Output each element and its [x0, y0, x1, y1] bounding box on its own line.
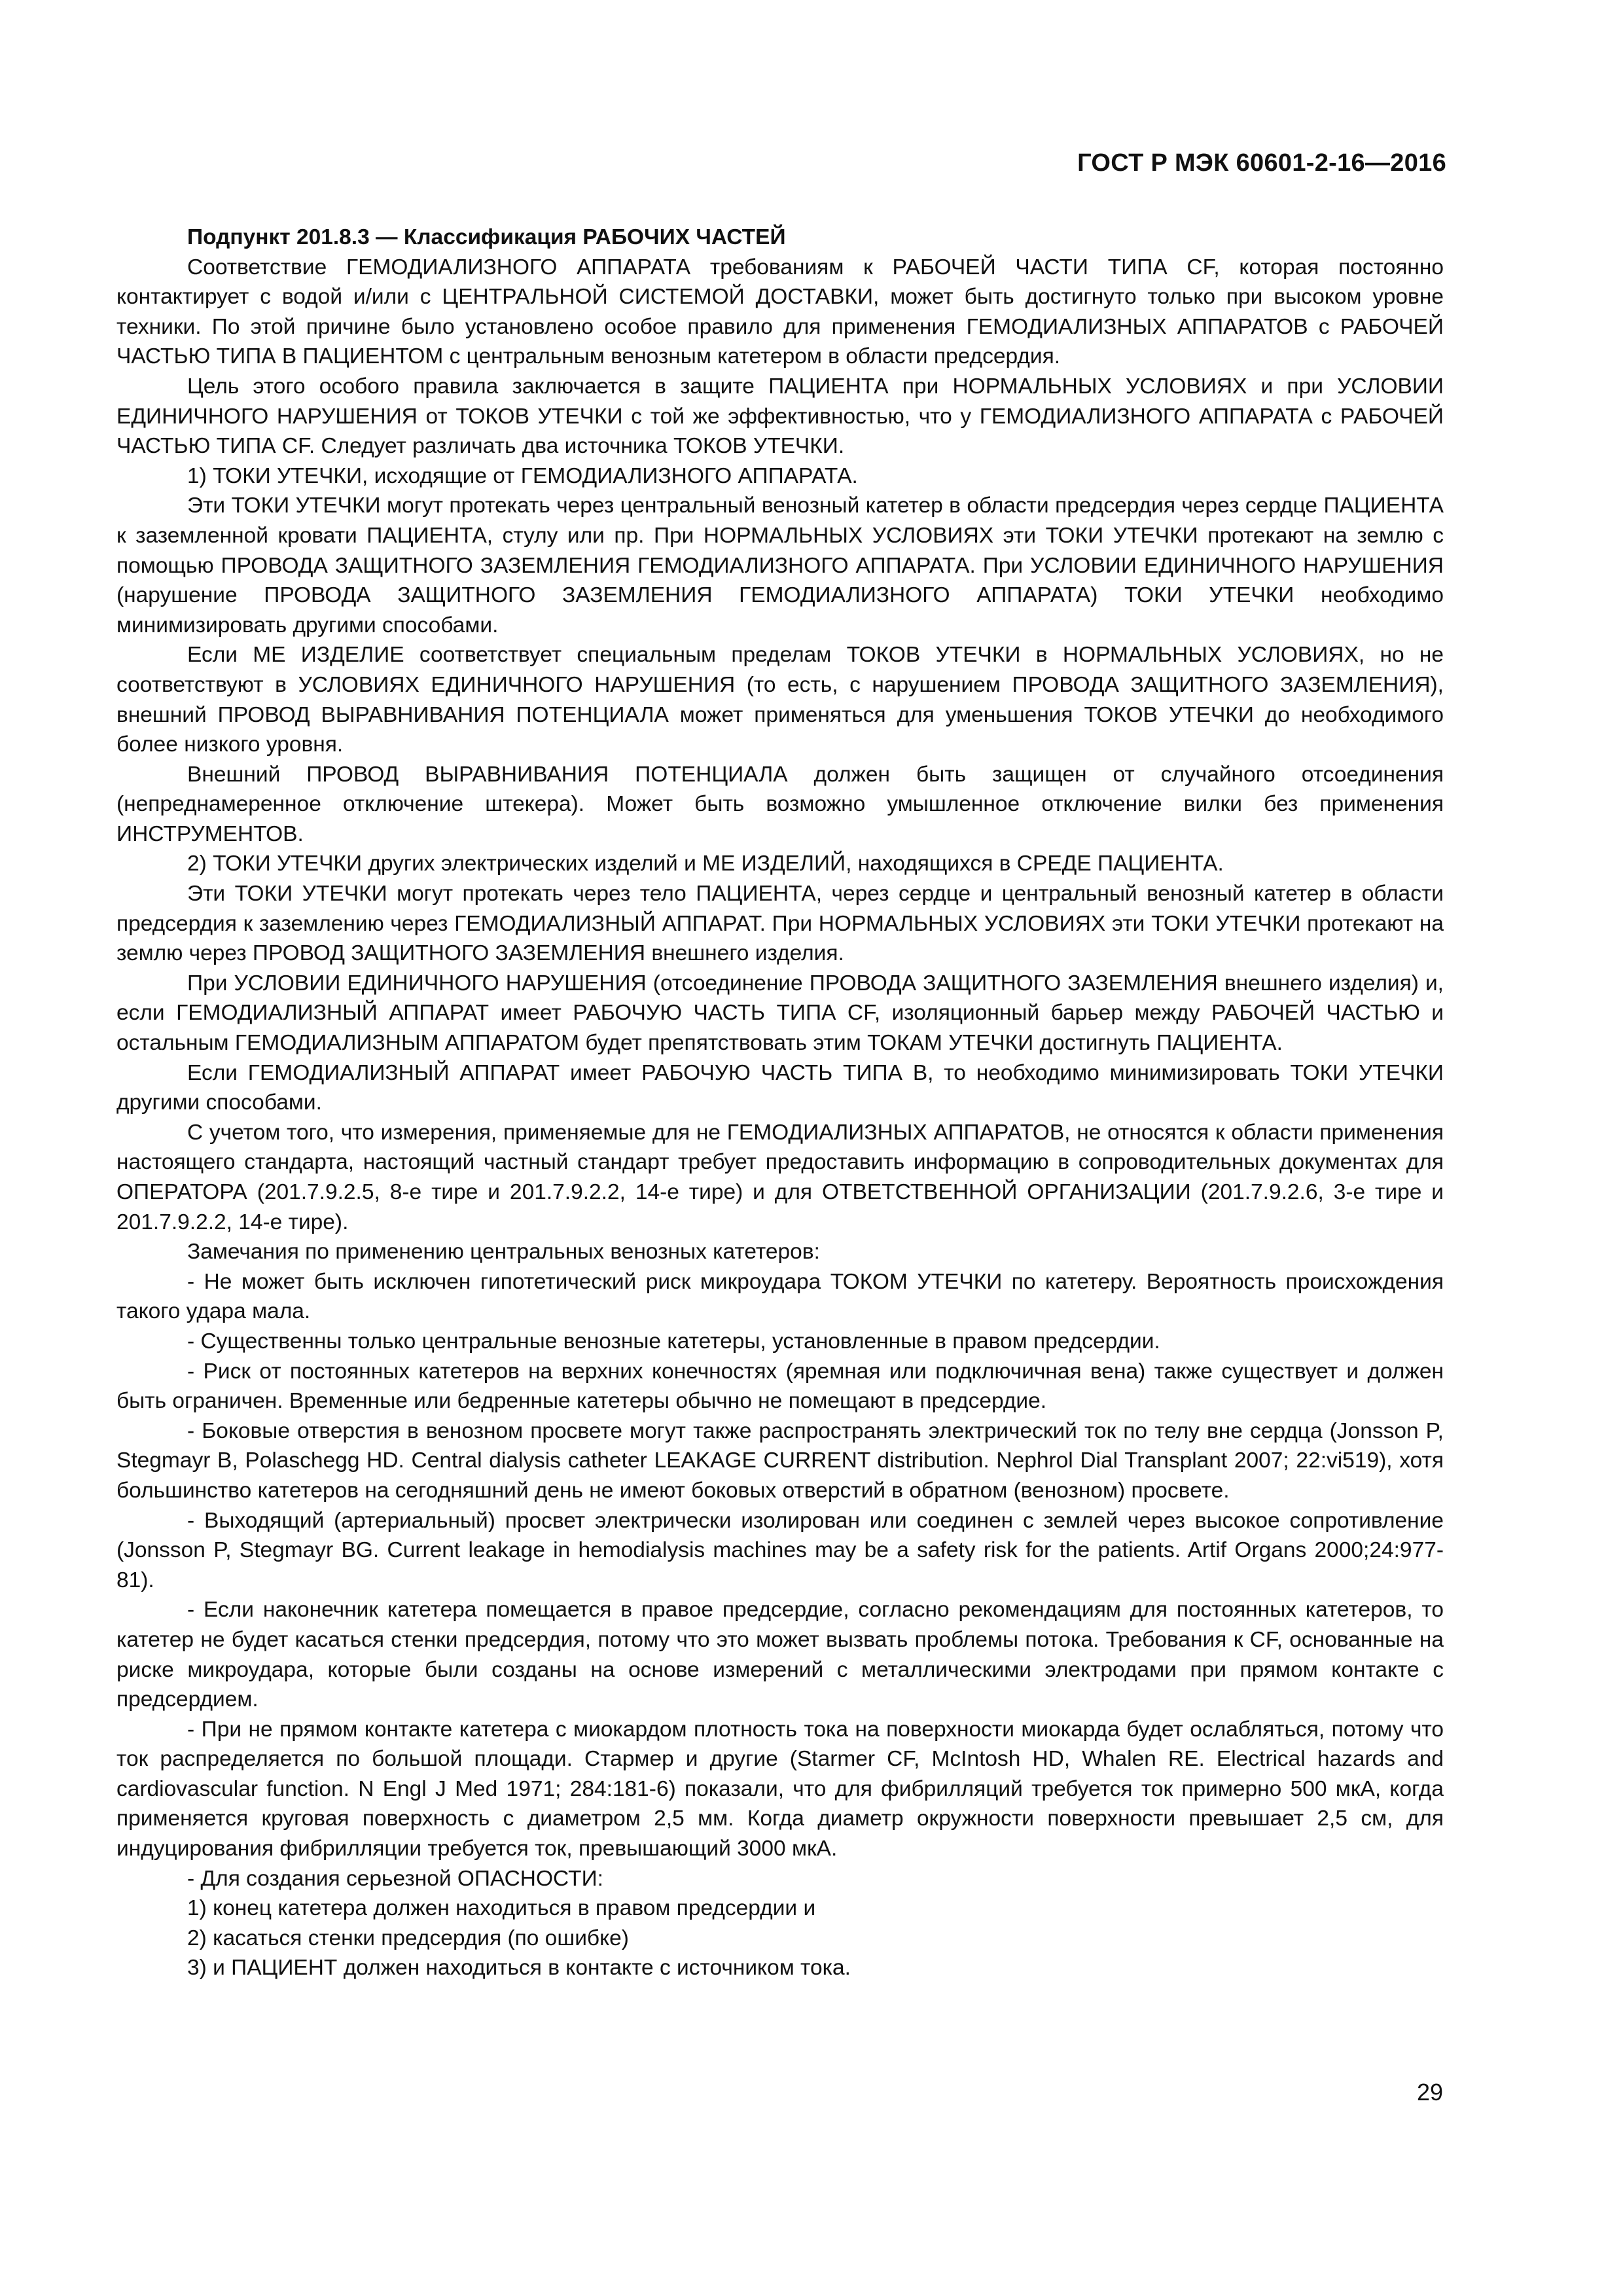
- paragraph: - Существенны только центральные венозные катетеры, установленные в правом предсердии.: [187, 1329, 1160, 1354]
- paragraph: 1) ТОКИ УТЕЧКИ, исходящие от ГЕМОДИАЛИЗНОГО АППАРАТА.: [187, 463, 858, 488]
- paragraph: Цель этого особого правила заключается в защите ПАЦИЕНТА при НОРМАЛЬНЫХ УСЛОВИЯХ и при УСЛОВИИ ЕДИНИЧНОГО НАРУШЕНИЯ от ТОКОВ УТЕЧКИ с той же эффективностью, что у ГЕМОДИАЛИЗНОГО АППАРАТА с РАБОЧЕЙ ЧАСТЬЮ ТИПА CF. Следует различать два источника ТОКОВ УТЕЧКИ.: [116, 374, 1444, 459]
- paragraph: - Для создания серьезной ОПАСНОСТИ:: [187, 1866, 603, 1891]
- paragraph: - Выходящий (артериальный) просвет электрически изолирован или соединен с землей через высокое сопротивление (Jonsson P, Stegmayr BG. Current leakage in hemodialysis machines may be a safety risk for the patients. Artif Organs 2000;24:977-81).: [116, 1508, 1444, 1592]
- paragraph: 1) конец катетера должен находиться в правом предсердии и: [187, 1896, 816, 1921]
- paragraph: - Боковые отверстия в венозном просвете могут также распространять электрический ток по телу вне сердца (Jonsson P, Stegmayr B, Polaschegg HD. Central dialysis catheter LEAKAGE CURRENT distribution. Nephrol Dial Transplant 2007; 22:vi519), хотя большинство катетеров на сегодняшний день не имеют боковых отверстий в обратном (венозном) просвете.: [116, 1418, 1444, 1503]
- paragraph: При УСЛОВИИ ЕДИНИЧНОГО НАРУШЕНИЯ (отсоединение ПРОВОДА ЗАЩИТНОГО ЗАЗЕМЛЕНИЯ внешнего изделия) и, если ГЕМОДИАЛИЗНЫЙ АППАРАТ имеет РАБОЧУЮ ЧАСТЬ ТИПА CF, изоляционный барьер между РАБОЧЕЙ ЧАСТЬЮ и остальным ГЕМОДИАЛИЗНЫМ АППАРАТОМ будет препятствовать этим ТОКАМ УТЕЧКИ достигнуть ПАЦИЕНТА.: [116, 971, 1444, 1056]
- page-number: 29: [1416, 2079, 1443, 2106]
- paragraph: Если МЕ ИЗДЕЛИЕ соответствует специальным пределам ТОКОВ УТЕЧКИ в НОРМАЛЬНЫХ УСЛОВИЯХ, но не соответствуют в УСЛОВИЯХ ЕДИНИЧНОГО НАРУШЕНИЯ (то есть, с нарушением ПРОВОДА ЗАЩИТНОГО ЗАЗЕМЛЕНИЯ), внешний ПРОВОД ВЫРАВНИВАНИЯ ПОТЕНЦИАЛА может применяться для уменьшения ТОКОВ УТЕЧКИ до необходимого более низкого уровня.: [116, 643, 1444, 757]
- paragraph: Эти ТОКИ УТЕЧКИ могут протекать через тело ПАЦИЕНТА, через сердце и центральный венозный катетер в области предсердия к заземлению через ГЕМОДИАЛИЗНЫЙ АППАРАТ. При НОРМАЛЬНЫХ УСЛОВИЯХ эти ТОКИ УТЕЧКИ протекают на землю через ПРОВОД ЗАЩИТНОГО ЗАЗЕМЛЕНИЯ внешнего изделия.: [116, 882, 1444, 966]
- paragraph: 2) ТОКИ УТЕЧКИ других электрических изделий и МЕ ИЗДЕЛИЙ, находящихся в СРЕДЕ ПАЦИЕНТА.: [187, 852, 1224, 876]
- paragraph: С учетом того, что измерения, применяемые для не ГЕМОДИАЛИЗНЫХ АППАРАТОВ, не относятся к области применения настоящего стандарта, настоящий частный стандарт требует предоставить информацию в сопроводительных документах для ОПЕРАТОРА (201.7.9.2.5, 8-е тире и 201.7.9.2.2, 14-е тире) и для ОТВЕТСТВЕННОЙ ОРГАНИЗАЦИИ (201.7.9.2.6, 3-е тире и 201.7.9.2.2, 14-е тире).: [116, 1120, 1444, 1234]
- paragraph: - Не может быть исключен гипотетический риск микроудара ТОКОМ УТЕЧКИ по катетеру. Вероятность происхождения такого удара мала.: [116, 1269, 1444, 1324]
- paragraph: - Если наконечник катетера помещается в правое предсердие, согласно рекомендациям для постоянных катетеров, то катетер не будет касаться стенки предсердия, потому что это может вызвать проблемы потока. Требования к CF, основанные на риске микроудара, которые были созданы на основе измерений с металлическими электродами при прямом контакте с предсердием.: [116, 1598, 1444, 1712]
- standard-header: ГОСТ Р МЭК 60601-2-16—2016: [1077, 149, 1446, 177]
- paragraph: - При не прямом контакте катетера с миокардом плотность тока на поверхности миокарда будет ослабляться, потому что ток распределяется по большой площади. Стармер и другие (Starmer CF, McIntosh HD, Whalen RE. Electrical hazards and cardiovascular function. N Engl J Med 1971; 284:181-6) показали, что для фибрилляций требуется ток примерно 500 мкА, когда применяется круговая поверхность с диаметром 2,5 мм. Когда диаметр окружности поверхности превышает 2,5 см, для индуцирования фибрилляции требуется ток, превышающий 3000 мкА.: [116, 1717, 1444, 1861]
- paragraph: Внешний ПРОВОД ВЫРАВНИВАНИЯ ПОТЕНЦИАЛА должен быть защищен от случайного отсоединения (непреднамеренное отключение штекера). Может быть возможно умышленное отключение вилки без применения ИНСТРУМЕНТОВ.: [116, 762, 1444, 846]
- paragraph: - Риск от постоянных катетеров на верхних конечностях (яремная или подключичная вена) также существует и должен быть ограничен. Временные или бедренные катетеры обычно не помещают в предсердие.: [116, 1359, 1444, 1414]
- document-body: [116, 223, 1444, 1983]
- paragraph: Если ГЕМОДИАЛИЗНЫЙ АППАРАТ имеет РАБОЧУЮ ЧАСТЬ ТИПА В, то необходимо минимизировать ТОКИ УТЕЧКИ другими способами.: [116, 1060, 1444, 1115]
- paragraph: Соответствие ГЕМОДИАЛИЗНОГО АППАРАТА требованиям к РАБОЧЕЙ ЧАСТИ ТИПА CF, которая постоянно контактирует с водой и/или с ЦЕНТРАЛЬНОЙ СИСТЕМОЙ ДОСТАВКИ, может быть достигнуто только при высоком уровне техники. По этой причине было установлено особое правило для применения ГЕМОДИАЛИЗНЫХ АППАРАТОВ с РАБОЧЕЙ ЧАСТЬЮ ТИПА В ПАЦИЕНТОМ с центральным венозным катетером в области предсердия.: [116, 255, 1444, 369]
- paragraph: 3) и ПАЦИЕНТ должен находиться в контакте с источником тока.: [187, 1956, 851, 1981]
- paragraph: Замечания по применению центральных венозных катетеров:: [187, 1240, 820, 1265]
- paragraph: Эти ТОКИ УТЕЧКИ могут протекать через центральный венозный катетер в области предсердия через сердце ПАЦИЕНТА к заземленной кровати ПАЦИЕНТА, стулу или пр. При НОРМАЛЬНЫХ УСЛОВИЯХ эти ТОКИ УТЕЧКИ протекают на землю с помощью ПРОВОДА ЗАЩИТНОГО ЗАЗЕМЛЕНИЯ ГЕМОДИАЛИЗНОГО АППАРАТА. При УСЛОВИИ ЕДИНИЧНОГО НАРУШЕНИЯ (нарушение ПРОВОДА ЗАЩИТНОГО ЗАЗЕМЛЕНИЯ ГЕМОДИАЛИЗНОГО АППАРАТА) ТОКИ УТЕЧКИ необходимо минимизировать другими способами.: [116, 493, 1444, 637]
- section-heading: Подпункт 201.8.3 — Классификация РАБОЧИХ ЧАСТЕЙ: [187, 225, 786, 249]
- paragraph: 2) касаться стенки предсердия (по ошибке): [187, 1926, 629, 1950]
